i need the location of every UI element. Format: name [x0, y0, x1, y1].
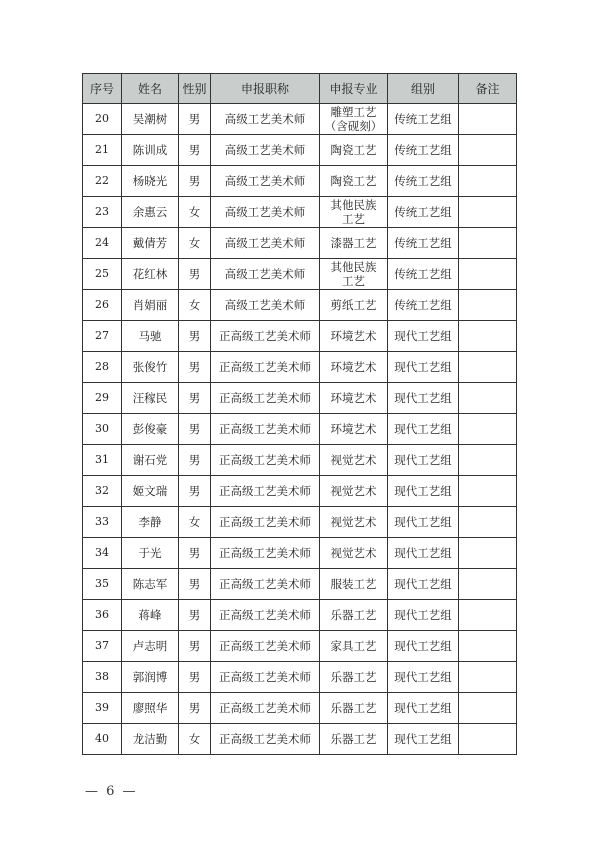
- header-name: 姓名: [122, 74, 179, 104]
- cell-title: 正高级工艺美术师: [211, 693, 320, 724]
- cell-no: 30: [83, 414, 122, 445]
- cell-name: 杨晓光: [122, 166, 179, 197]
- cell-title: 正高级工艺美术师: [211, 321, 320, 352]
- table-row: [83, 724, 517, 755]
- cell-gender: 男: [179, 259, 211, 290]
- header-no: 序号: [83, 74, 122, 104]
- cell-title: 高级工艺美术师: [211, 166, 320, 197]
- cell-gender: 男: [179, 538, 211, 569]
- cell-title: 高级工艺美术师: [211, 228, 320, 259]
- cell-name: 张俊竹: [122, 352, 179, 383]
- cell-gender: 男: [179, 321, 211, 352]
- table-row: [83, 166, 517, 197]
- cell-no: 37: [83, 631, 122, 662]
- cell-note: [459, 228, 517, 259]
- table-row: [83, 693, 517, 724]
- cell-gender: 女: [179, 197, 211, 228]
- cell-name: 李静: [122, 507, 179, 538]
- table-row: [83, 631, 517, 662]
- header-title: 申报职称: [211, 74, 320, 104]
- cell-note: [459, 631, 517, 662]
- cell-note: [459, 290, 517, 321]
- applicant-table-container: [82, 73, 516, 755]
- table-row: [83, 135, 517, 166]
- cell-major: [320, 259, 388, 290]
- cell-major: 环境艺术: [320, 383, 388, 414]
- cell-major: 环境艺术: [320, 321, 388, 352]
- table-row: [83, 321, 517, 352]
- cell-major: 乐器工艺: [320, 724, 388, 755]
- cell-note: [459, 600, 517, 631]
- major-line-1: 其他民族: [330, 198, 377, 212]
- cell-group: 现代工艺组: [388, 569, 459, 600]
- cell-name: 肖娟丽: [122, 290, 179, 321]
- cell-group: 现代工艺组: [388, 662, 459, 693]
- cell-group: 现代工艺组: [388, 383, 459, 414]
- cell-name: 彭俊豪: [122, 414, 179, 445]
- cell-note: [459, 693, 517, 724]
- cell-major: [320, 104, 388, 135]
- cell-group: 现代工艺组: [388, 507, 459, 538]
- table-header-row: [83, 74, 517, 104]
- cell-title: 正高级工艺美术师: [211, 631, 320, 662]
- table-row: [83, 600, 517, 631]
- cell-note: [459, 383, 517, 414]
- cell-name: 郭润博: [122, 662, 179, 693]
- cell-major: 视觉艺术: [320, 538, 388, 569]
- cell-name: 卢志明: [122, 631, 179, 662]
- cell-note: [459, 476, 517, 507]
- cell-gender: 男: [179, 693, 211, 724]
- cell-no: 32: [83, 476, 122, 507]
- cell-title: 正高级工艺美术师: [211, 724, 320, 755]
- cell-title: 正高级工艺美术师: [211, 507, 320, 538]
- cell-note: [459, 259, 517, 290]
- cell-major: 陶瓷工艺: [320, 135, 388, 166]
- cell-note: [459, 135, 517, 166]
- cell-major: 陶瓷工艺: [320, 166, 388, 197]
- cell-major: 环境艺术: [320, 352, 388, 383]
- cell-name: 龙洁勤: [122, 724, 179, 755]
- table-row: [83, 383, 517, 414]
- cell-major: [320, 197, 388, 228]
- cell-title: 高级工艺美术师: [211, 135, 320, 166]
- header-major: 申报专业: [320, 74, 388, 104]
- major-line-2: 工艺: [342, 212, 365, 226]
- table-row: [83, 507, 517, 538]
- cell-name: 汪稼民: [122, 383, 179, 414]
- cell-gender: 男: [179, 104, 211, 135]
- cell-gender: 男: [179, 662, 211, 693]
- cell-group: 传统工艺组: [388, 259, 459, 290]
- cell-gender: 男: [179, 135, 211, 166]
- table-row: [83, 290, 517, 321]
- cell-no: 22: [83, 166, 122, 197]
- table-row: [83, 414, 517, 445]
- cell-group: 现代工艺组: [388, 414, 459, 445]
- cell-gender: 男: [179, 476, 211, 507]
- major-line-1: 其他民族: [330, 260, 377, 274]
- cell-no: 21: [83, 135, 122, 166]
- cell-major: 视觉艺术: [320, 445, 388, 476]
- cell-title: 正高级工艺美术师: [211, 662, 320, 693]
- cell-group: 现代工艺组: [388, 724, 459, 755]
- cell-note: [459, 724, 517, 755]
- cell-gender: 男: [179, 600, 211, 631]
- header-gender: 性别: [179, 74, 211, 104]
- cell-no: 23: [83, 197, 122, 228]
- table-row: [83, 569, 517, 600]
- cell-name: 于光: [122, 538, 179, 569]
- cell-name: 谢石党: [122, 445, 179, 476]
- cell-note: [459, 197, 517, 228]
- table-row: [83, 662, 517, 693]
- cell-no: 35: [83, 569, 122, 600]
- cell-title: 正高级工艺美术师: [211, 569, 320, 600]
- cell-group: 传统工艺组: [388, 197, 459, 228]
- cell-group: 现代工艺组: [388, 476, 459, 507]
- page-number: — 6 —: [85, 784, 138, 799]
- cell-gender: 女: [179, 228, 211, 259]
- table-row: [83, 538, 517, 569]
- table-row: [83, 228, 517, 259]
- cell-group: 传统工艺组: [388, 135, 459, 166]
- cell-group: 现代工艺组: [388, 445, 459, 476]
- cell-no: 29: [83, 383, 122, 414]
- table-row: [83, 259, 517, 290]
- cell-major: 剪纸工艺: [320, 290, 388, 321]
- major-line-2: 工艺: [342, 274, 365, 288]
- cell-gender: 女: [179, 507, 211, 538]
- cell-major: 乐器工艺: [320, 662, 388, 693]
- cell-title: 高级工艺美术师: [211, 197, 320, 228]
- table-row: [83, 445, 517, 476]
- cell-gender: 女: [179, 290, 211, 321]
- cell-gender: 女: [179, 724, 211, 755]
- cell-name: 吴潮树: [122, 104, 179, 135]
- cell-name: 马驰: [122, 321, 179, 352]
- cell-major: 视觉艺术: [320, 476, 388, 507]
- header-note: 备注: [459, 74, 517, 104]
- cell-no: 20: [83, 104, 122, 135]
- cell-note: [459, 321, 517, 352]
- applicant-table: [82, 73, 517, 755]
- table-row: [83, 197, 517, 228]
- cell-gender: 男: [179, 569, 211, 600]
- cell-major: 乐器工艺: [320, 693, 388, 724]
- cell-gender: 男: [179, 352, 211, 383]
- cell-name: 陈志军: [122, 569, 179, 600]
- cell-major: 服装工艺: [320, 569, 388, 600]
- cell-note: [459, 538, 517, 569]
- table-body: [83, 104, 517, 755]
- cell-major: 环境艺术: [320, 414, 388, 445]
- cell-group: 现代工艺组: [388, 600, 459, 631]
- cell-no: 39: [83, 693, 122, 724]
- cell-no: 27: [83, 321, 122, 352]
- cell-title: 正高级工艺美术师: [211, 383, 320, 414]
- cell-major: 视觉艺术: [320, 507, 388, 538]
- cell-note: [459, 352, 517, 383]
- cell-group: 现代工艺组: [388, 631, 459, 662]
- cell-title: 正高级工艺美术师: [211, 414, 320, 445]
- cell-major: 乐器工艺: [320, 600, 388, 631]
- cell-no: 33: [83, 507, 122, 538]
- cell-no: 40: [83, 724, 122, 755]
- cell-group: 传统工艺组: [388, 166, 459, 197]
- cell-group: 现代工艺组: [388, 693, 459, 724]
- cell-title: 正高级工艺美术师: [211, 445, 320, 476]
- cell-title: 高级工艺美术师: [211, 259, 320, 290]
- cell-no: 36: [83, 600, 122, 631]
- cell-title: 正高级工艺美术师: [211, 600, 320, 631]
- cell-no: 26: [83, 290, 122, 321]
- cell-major: 家具工艺: [320, 631, 388, 662]
- cell-group: 现代工艺组: [388, 321, 459, 352]
- table-row: [83, 476, 517, 507]
- cell-gender: 男: [179, 166, 211, 197]
- cell-note: [459, 414, 517, 445]
- cell-title: 正高级工艺美术师: [211, 352, 320, 383]
- cell-note: [459, 104, 517, 135]
- major-line-2: （含砚刻）: [324, 119, 383, 133]
- cell-note: [459, 507, 517, 538]
- major-line-1: 雕塑工艺: [330, 105, 377, 119]
- cell-no: 24: [83, 228, 122, 259]
- cell-no: 31: [83, 445, 122, 476]
- cell-note: [459, 662, 517, 693]
- cell-name: 姬文瑞: [122, 476, 179, 507]
- cell-gender: 男: [179, 383, 211, 414]
- cell-major: 漆器工艺: [320, 228, 388, 259]
- cell-group: 现代工艺组: [388, 352, 459, 383]
- cell-gender: 男: [179, 445, 211, 476]
- cell-title: 高级工艺美术师: [211, 290, 320, 321]
- cell-title: 高级工艺美术师: [211, 104, 320, 135]
- cell-title: 正高级工艺美术师: [211, 476, 320, 507]
- cell-name: 陈训成: [122, 135, 179, 166]
- cell-note: [459, 166, 517, 197]
- cell-group: 传统工艺组: [388, 228, 459, 259]
- cell-name: 廖照华: [122, 693, 179, 724]
- cell-no: 34: [83, 538, 122, 569]
- cell-gender: 男: [179, 414, 211, 445]
- table-row: [83, 104, 517, 135]
- header-group: 组别: [388, 74, 459, 104]
- cell-no: 28: [83, 352, 122, 383]
- cell-note: [459, 445, 517, 476]
- cell-name: 蒋峰: [122, 600, 179, 631]
- cell-gender: 男: [179, 631, 211, 662]
- cell-title: 正高级工艺美术师: [211, 538, 320, 569]
- cell-group: 现代工艺组: [388, 538, 459, 569]
- cell-name: 戴倩芳: [122, 228, 179, 259]
- cell-group: 传统工艺组: [388, 290, 459, 321]
- cell-group: 传统工艺组: [388, 104, 459, 135]
- cell-no: 38: [83, 662, 122, 693]
- cell-note: [459, 569, 517, 600]
- cell-no: 25: [83, 259, 122, 290]
- cell-name: 花红林: [122, 259, 179, 290]
- table-row: [83, 352, 517, 383]
- cell-name: 余惠云: [122, 197, 179, 228]
